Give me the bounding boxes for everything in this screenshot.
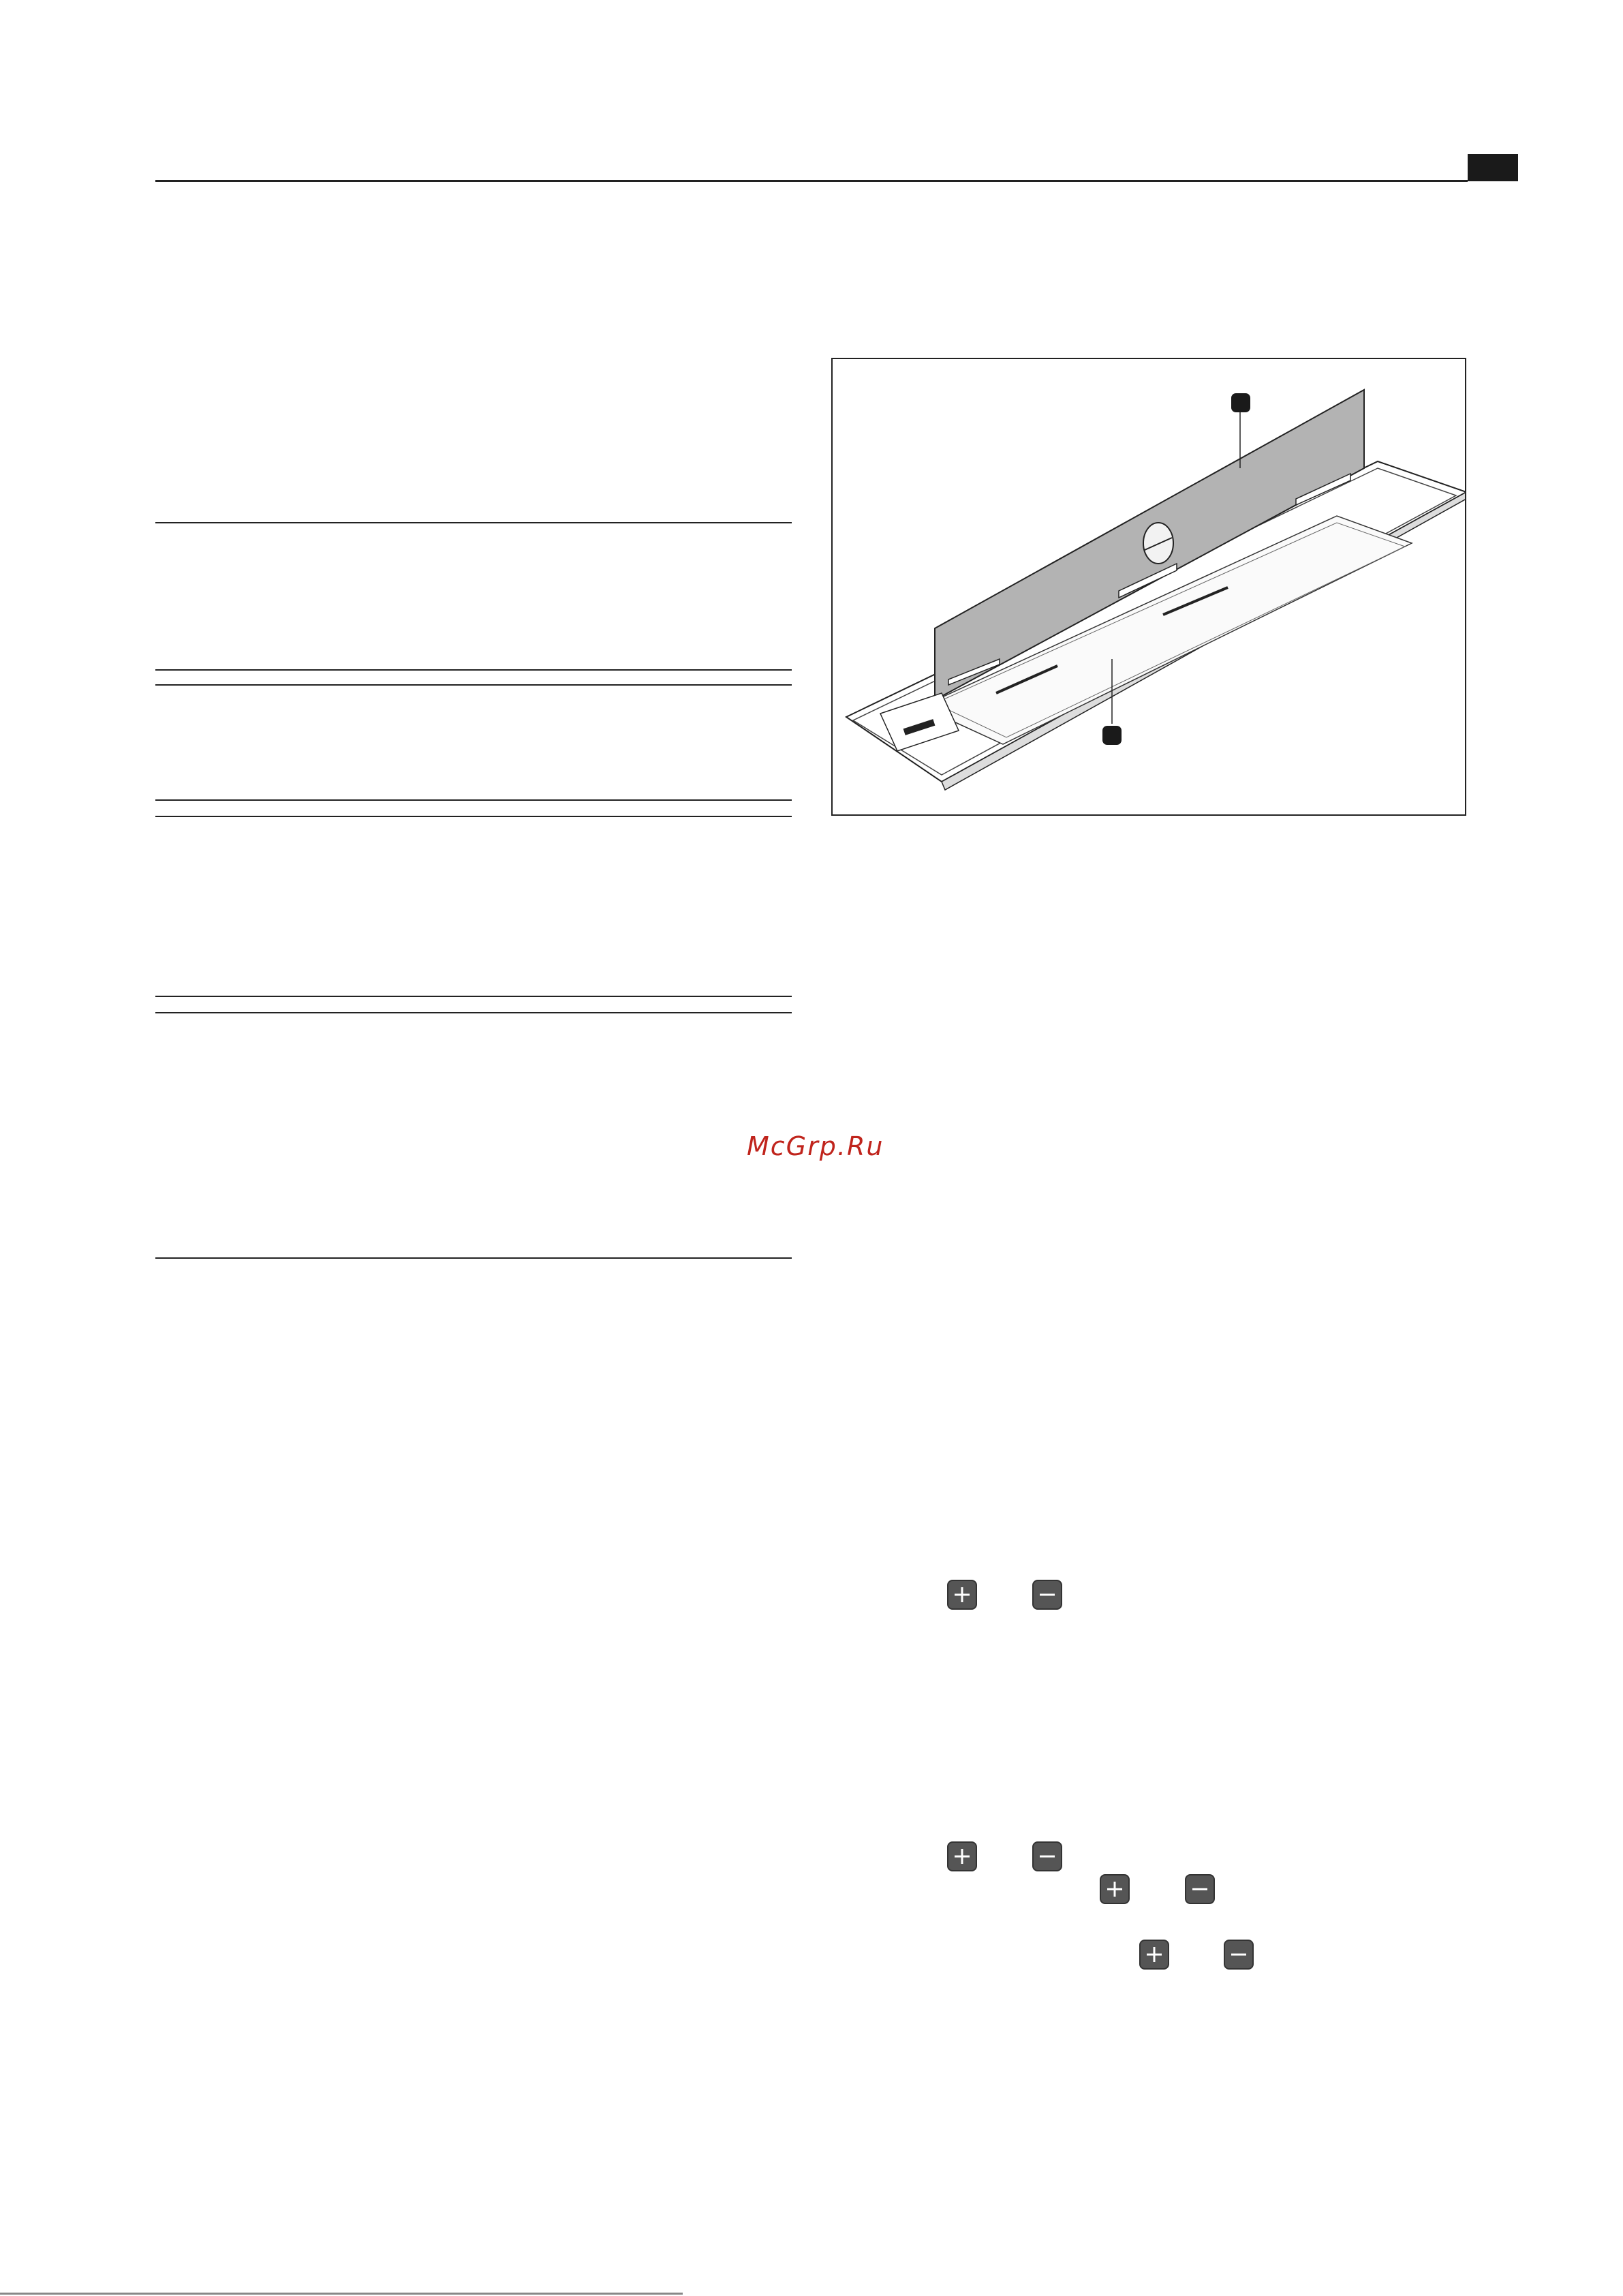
minus-key-icon bbox=[1032, 1841, 1062, 1871]
table-rule bbox=[155, 799, 792, 801]
callout-1-marker bbox=[1231, 393, 1250, 412]
plus-key-icon bbox=[1139, 1940, 1169, 1970]
plus-key-icon bbox=[947, 1841, 977, 1871]
callout-2-marker bbox=[1102, 726, 1122, 745]
appliance-illustration bbox=[833, 359, 1465, 814]
table-rule bbox=[155, 1257, 792, 1259]
minus-key-icon bbox=[1224, 1940, 1254, 1970]
table-rule bbox=[155, 669, 792, 671]
plus-key-icon bbox=[1100, 1874, 1130, 1904]
product-figure bbox=[831, 358, 1466, 816]
table-rule bbox=[155, 684, 792, 686]
plus-key-icon bbox=[947, 1580, 977, 1610]
table-rule bbox=[155, 996, 792, 997]
minus-key-icon bbox=[1185, 1874, 1215, 1904]
watermark: McGrp.Ru bbox=[747, 1131, 884, 1161]
header-rule bbox=[155, 180, 1468, 182]
table-rule bbox=[155, 816, 792, 817]
table-rule bbox=[155, 1012, 792, 1013]
minus-key-icon bbox=[1032, 1580, 1062, 1610]
footer-rule bbox=[0, 2293, 683, 2295]
table-rule bbox=[155, 522, 792, 523]
page-number-tab bbox=[1468, 154, 1518, 181]
